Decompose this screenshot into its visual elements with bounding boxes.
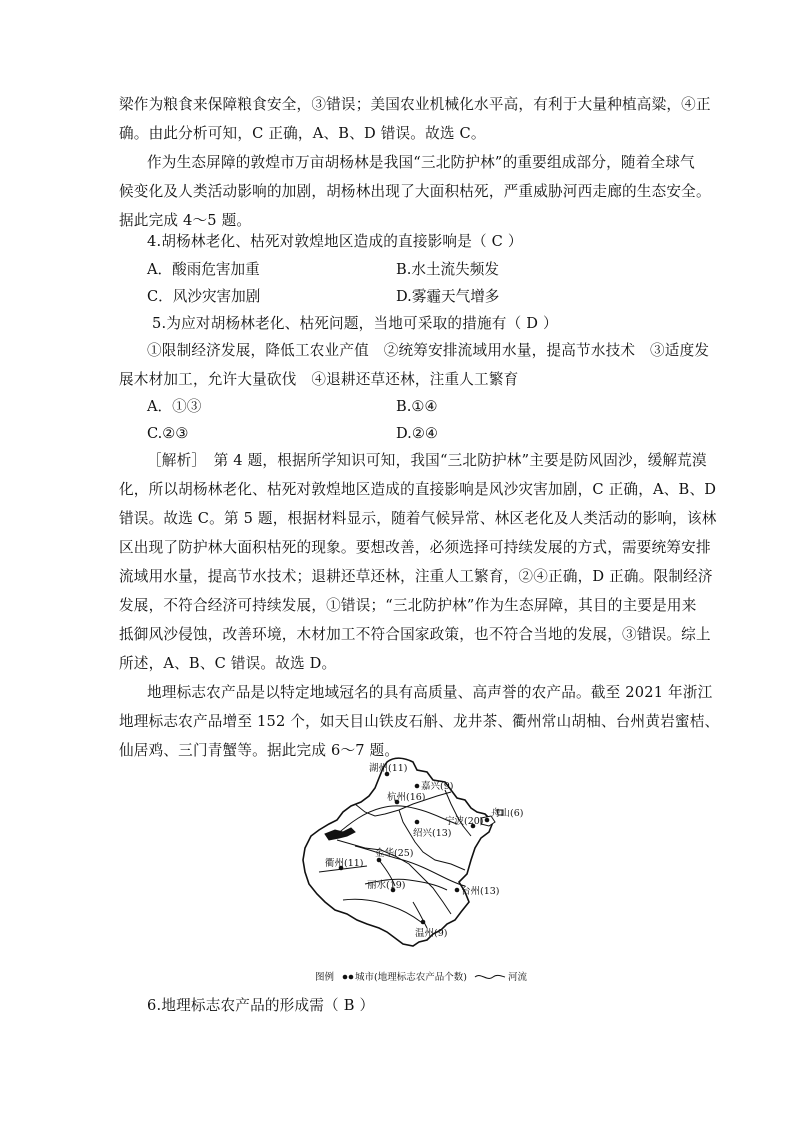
paragraph-line: 确。由此分析可知，C 正确，A、B、D 错误。故选 C。 — [119, 125, 486, 142]
analysis-line: 发展，不符合经济可持续发展，①错误；“三北防护林”作为生态屏障，其目的主要是用来 — [119, 597, 697, 614]
city-label-ningbo: 宁波(20) — [445, 816, 484, 827]
analysis-line: ［解析］ 第 4 题，根据所学知识可知，我国“三北防护林”主要是防风固沙，缓解荒漠 — [147, 452, 707, 469]
paragraph-line: 仙居鸡、三门青蟹等。据此完成 6～7 题。 — [119, 742, 400, 759]
question-5-option-d: D.②④ — [396, 425, 438, 442]
question-5-option-b: B.①④ — [396, 398, 438, 415]
city-label-wenzhou: 温州(9) — [415, 928, 448, 939]
city-label-jiaxing: 嘉兴(9) — [421, 781, 454, 792]
city-label-quzhou: 衢州(11) — [325, 858, 364, 869]
city-label-hangzhou: 杭州(16) — [387, 792, 426, 803]
paragraph-line: 作为生态屏障的敦煌市万亩胡杨林是我国“三北防护林”的重要组成部分，随着全球气 — [147, 154, 695, 171]
paragraph-line: 地理标志农产品增至 152 个，如天目山铁皮石斛、龙井茶、衢州常山胡柚、台州黄岩蜜桔、 — [119, 713, 720, 730]
city-label-shaoxing: 绍兴(13) — [413, 828, 452, 839]
city-label-zhoushan: 舟山(6) — [491, 808, 524, 819]
city-dot-shaoxing — [415, 820, 420, 825]
city-dot-wenzhou — [421, 920, 426, 925]
city-label-taizhou: 台州(13) — [461, 886, 500, 897]
analysis-line: 化，所以胡杨林老化、枯死对敦煌地区造成的直接影响是风沙灾害加剧，C 正确，A、B、D — [119, 481, 717, 498]
question-4-stem: 4.胡杨林老化、枯死对敦煌地区造成的直接影响是（ C ） — [147, 233, 523, 250]
paragraph-line: 地理标志农产品是以特定地域冠名的具有高质量、高声誉的农产品。截至 2021 年浙江 — [147, 684, 713, 701]
city-label-jinhua: 金华(25) — [375, 848, 414, 859]
question-5-stem: 5.为应对胡杨林老化、枯死问题，当地可采取的措施有（ D ） — [152, 315, 558, 332]
question-4-option-c: C．风沙灾害加剧 — [147, 288, 261, 305]
city-dot-zhoushan — [485, 818, 490, 823]
zhejiang-map — [295, 752, 545, 988]
analysis-line: 流域用水量，提高节水技术；退耕还草还林，注重人工繁育，②④正确，D 正确。限制经济 — [119, 568, 713, 585]
zhejiang-map-figure — [295, 752, 545, 988]
question-5-option-a: A．①③ — [147, 398, 202, 415]
analysis-line: 错误。故选 C。第 5 题，根据材料显示，随着气候异常、林区老化及人类活动的影响，该林 — [119, 510, 717, 527]
analysis-line: 所述，A、B、C 错误。故选 D。 — [119, 655, 337, 672]
legend-dot-icon — [343, 975, 348, 980]
city-label-lishui: 丽水(19) — [367, 880, 406, 891]
legend-river-icon — [475, 975, 505, 978]
legend-river: 河流 — [508, 972, 528, 983]
analysis-line: 区出现了防护林大面积枯死的现象。要想改善，必须选择可持续发展的方式，需要统筹安排 — [119, 539, 711, 556]
city-dot-taizhou — [455, 888, 460, 893]
analysis-line: 抵御风沙侵蚀，改善环境，木材加工不符合国家政策，也不符合当地的发展，③错误。综上 — [119, 626, 711, 643]
city-label-huzhou: 湖州(11) — [369, 763, 408, 774]
legend-city: 城市(地理标志农产品个数) — [355, 972, 467, 983]
question-5-option-c: C.②③ — [147, 425, 189, 442]
paragraph-line: 梁作为粮食来保障粮食安全，③错误；美国农业机械化水平高，有利于大量种植高粱，④正 — [119, 96, 711, 113]
question-6-stem: 6.地理标志农产品的形成需（ B ） — [147, 997, 375, 1014]
question-5-items: ①限制经济发展，降低工农业产值 ②统筹安排流域用水量，提高节水技术 ③适度发 — [147, 342, 710, 359]
legend-dot-icon — [349, 975, 354, 980]
paragraph-line: 候变化及人类活动影响的加剧，胡杨林出现了大面积枯死，严重威胁河西走廊的生态安全。 — [119, 183, 711, 200]
question-4-option-d: D.雾霾天气增多 — [396, 288, 500, 305]
question-5-items: 展木材加工，允许大量砍伐 ④退耕还草还林，注重人工繁育 — [119, 371, 519, 388]
paragraph-line: 据此完成 4～5 题。 — [119, 212, 252, 229]
question-4-option-b: B.水土流失频发 — [396, 261, 499, 278]
question-4-option-a: A．酸雨危害加重 — [147, 261, 260, 278]
legend-prefix: 图例 — [315, 972, 335, 983]
city-dot-jiaxing — [415, 784, 420, 789]
